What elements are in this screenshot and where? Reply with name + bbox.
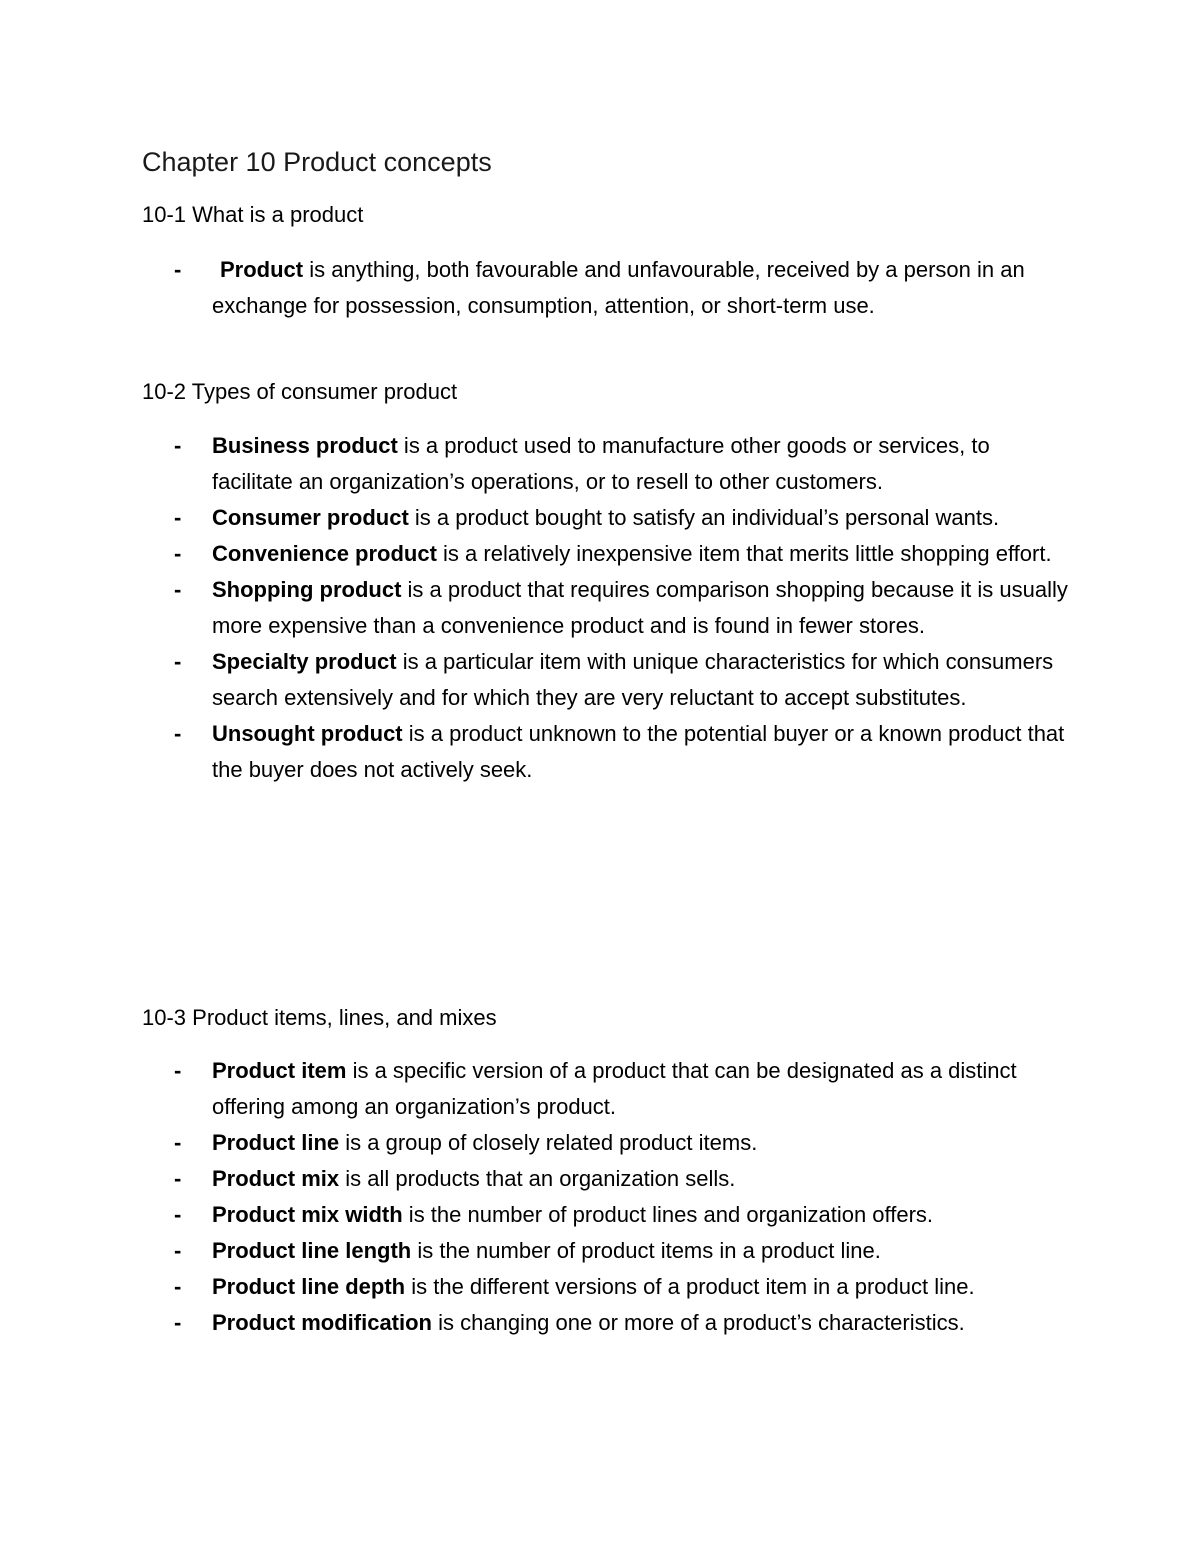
dash-bullet: - — [174, 1202, 182, 1227]
list-item — [0, 1161, 1072, 1197]
term-definition: is anything, both favourable and unfavourable, received by a person in an exchange for possession, consumption, attention, or short-term use. — [212, 257, 1025, 318]
term-definition: is a product bought to satisfy an individual’s personal wants. — [408, 505, 1000, 530]
definition-list — [0, 428, 1200, 788]
term-label: Product modification — [212, 1310, 432, 1335]
section-heading: 10-1 What is a product — [142, 202, 364, 227]
term-label: Product line — [212, 1130, 340, 1155]
term-label: Product line depth — [212, 1274, 406, 1299]
dash-bullet: - — [174, 1274, 182, 1299]
term-definition: is a product that requires comparison shopping because it is usually more expensive than a convenience product and is found in fewer stores. — [212, 577, 1068, 638]
list-item — [0, 716, 1072, 788]
dash-bullet: - — [174, 1238, 182, 1263]
dash-bullet: - — [174, 649, 182, 674]
list-item — [0, 1305, 1072, 1341]
dash-bullet: - — [174, 1166, 182, 1191]
definition-list — [0, 1053, 1200, 1341]
list-item — [0, 536, 1072, 572]
dash-bullet: - — [174, 505, 182, 530]
term-label: Product line length — [212, 1238, 412, 1263]
term-label: Convenience product — [212, 541, 437, 566]
term-label: Shopping product — [212, 577, 402, 602]
list-item — [0, 644, 1072, 716]
term-definition: is all products that an organization sells. — [339, 1166, 736, 1191]
term-definition: is a group of closely related product items. — [339, 1130, 758, 1155]
dash-bullet: - — [174, 577, 182, 602]
list-item — [0, 1269, 1072, 1305]
term-definition: is changing one or more of a product’s characteristics. — [432, 1310, 965, 1335]
term-label: Business product — [212, 433, 398, 458]
term-definition: is a product unknown to the potential buyer or a known product that the buyer does not actively seek. — [212, 721, 1065, 782]
term-definition: is a particular item with unique characteristics for which consumers search extensively and for which they are very reluctant to accept substitutes. — [212, 649, 1054, 710]
term-label: Product — [220, 257, 304, 282]
term-label: Product item — [212, 1058, 347, 1083]
list-item — [0, 572, 1072, 644]
page-title: Chapter 10 Product concepts — [142, 147, 492, 177]
term-definition: is a relatively inexpensive item that merits little shopping effort. — [436, 541, 1052, 566]
section-heading: 10-3 Product items, lines, and mixes — [142, 1005, 497, 1030]
list-item — [0, 500, 1072, 536]
term-definition: is the number of product items in a product line. — [411, 1238, 881, 1263]
list-item — [0, 1053, 1072, 1125]
term-definition: is the different versions of a product item in a product line. — [405, 1274, 975, 1299]
dash-bullet: - — [174, 1058, 182, 1083]
list-item — [0, 252, 1072, 324]
list-item — [0, 1233, 1072, 1269]
dash-bullet: - — [174, 1310, 182, 1335]
section-heading: 10-2 Types of consumer product — [142, 379, 458, 404]
term-definition: is the number of product lines and organization offers. — [402, 1202, 934, 1227]
term-label: Unsought product — [212, 721, 403, 746]
term-definition: is a product used to manufacture other goods or services, to facilitate an organization’s operations, or to resell to other customers. — [212, 433, 990, 494]
term-label: Product mix width — [212, 1202, 403, 1227]
list-item — [0, 1197, 1072, 1233]
list-item — [0, 1125, 1072, 1161]
term-definition: is a specific version of a product that can be designated as a distinct offering among an organization’s product. — [212, 1058, 1017, 1119]
dash-bullet: - — [174, 433, 182, 458]
definition-list — [0, 252, 1200, 324]
dash-bullet: - — [174, 1130, 182, 1155]
term-label: Product mix — [212, 1166, 340, 1191]
dash-bullet: - — [174, 721, 182, 746]
term-label: Consumer product — [212, 505, 409, 530]
dash-bullet: - — [174, 257, 182, 282]
list-item — [0, 428, 1072, 500]
term-label: Specialty product — [212, 649, 397, 674]
dash-bullet: - — [174, 541, 182, 566]
